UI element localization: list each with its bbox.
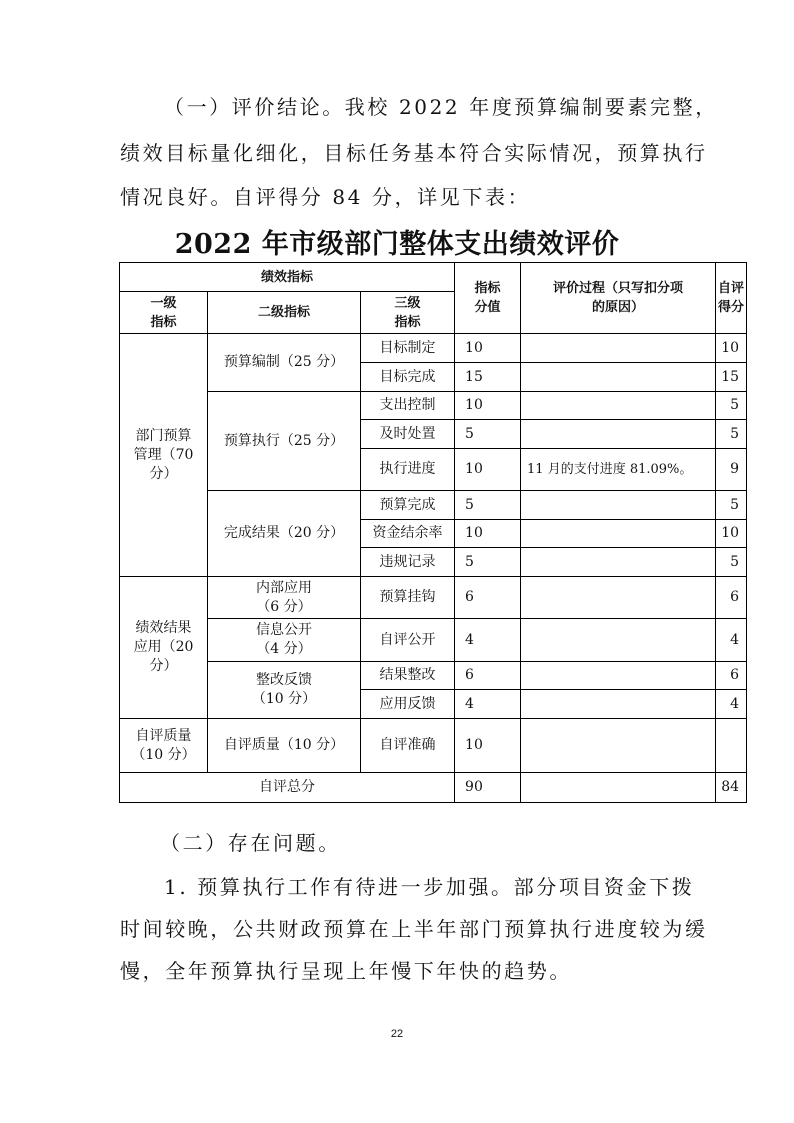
intro-line-2: 绩效目标量化细化，目标任务基本符合实际情况，预算执行	[120, 141, 708, 165]
row-l3: 执行进度	[361, 449, 455, 491]
table-row	[120, 619, 747, 662]
header-level-2: 二级指标	[208, 292, 361, 334]
row-process	[521, 619, 716, 662]
table-row	[120, 719, 747, 773]
row-l3: 预算挂钩	[361, 577, 455, 619]
secondary-internal-use: 内部应用 （6 分）	[208, 577, 361, 619]
table-title: 2022 年市级部门整体支出绩效评价	[174, 229, 620, 260]
table-row	[120, 662, 747, 690]
header-evaluation-process: 评价过程（只写扣分项 的原因）	[521, 263, 716, 334]
row-score: 6	[455, 577, 521, 619]
row-self-score	[716, 719, 747, 773]
total-process	[521, 773, 716, 803]
secondary-completion-result: 完成结果（20 分）	[208, 491, 361, 577]
header-self-score: 自评 得分	[716, 263, 747, 334]
row-score: 15	[455, 363, 521, 392]
row-l3: 自评准确	[361, 719, 455, 773]
row-l3: 结果整改	[361, 662, 455, 690]
row-process	[521, 520, 716, 548]
secondary-info-disclosure: 信息公开 （4 分）	[208, 619, 361, 662]
row-self-score: 5	[716, 548, 747, 577]
table-row	[120, 577, 747, 619]
section2-line-2: 时间较晚，公共财政预算在上半年部门预算执行进度较为缓	[120, 917, 708, 941]
page-number: 22	[390, 1028, 404, 1040]
row-process	[521, 548, 716, 577]
row-l3: 及时处置	[361, 420, 455, 449]
row-score: 10	[455, 334, 521, 363]
row-self-score: 5	[716, 420, 747, 449]
section2-line-3: 慢，全年预算执行呈现上年慢下年快的趋势。	[120, 959, 572, 983]
row-self-score: 15	[716, 363, 747, 392]
table-row	[120, 392, 747, 420]
row-l3: 违规记录	[361, 548, 455, 577]
secondary-budget-compile: 预算编制（25 分）	[208, 334, 361, 392]
group-budget-management: 部门预算 管理（70 分）	[120, 334, 208, 577]
row-process	[521, 577, 716, 619]
row-process	[521, 363, 716, 392]
row-process	[521, 420, 716, 449]
header-performance-indicator: 绩效指标	[120, 263, 455, 292]
row-self-score: 6	[716, 577, 747, 619]
row-score: 6	[455, 662, 521, 690]
group-self-eval-quality: 自评质量 （10 分）	[120, 719, 208, 773]
secondary-rectify-feedback: 整改反馈 （10 分）	[208, 662, 361, 719]
header-indicator-score: 指标 分值	[455, 263, 521, 334]
row-score: 10	[455, 392, 521, 420]
total-row	[120, 773, 747, 803]
group-result-application: 绩效结果 应用（20 分）	[120, 577, 208, 719]
row-l3: 资金结余率	[361, 520, 455, 548]
secondary-budget-exec: 预算执行（25 分）	[208, 392, 361, 491]
row-l3: 目标完成	[361, 363, 455, 392]
row-self-score: 5	[716, 491, 747, 520]
section2-heading: （二）存在问题。	[160, 831, 341, 855]
row-self-score: 9	[716, 449, 747, 491]
row-l3: 预算完成	[361, 491, 455, 520]
row-self-score: 10	[716, 334, 747, 363]
row-l3: 支出控制	[361, 392, 455, 420]
row-self-score: 4	[716, 690, 747, 719]
table-header-row	[120, 263, 747, 292]
row-score: 10	[455, 719, 521, 773]
row-score: 10	[455, 520, 521, 548]
section2-line-1: 1. 预算执行工作有待进一步加强。部分项目资金下拨	[164, 875, 695, 899]
intro-line-1: （一）评价结论。我校 2022 年度预算编制要素完整，	[164, 95, 718, 119]
row-l3: 目标制定	[361, 334, 455, 363]
total-score: 90	[455, 773, 521, 803]
row-score: 4	[455, 690, 521, 719]
intro-line-3: 情况良好。自评得分 84 分，详见下表：	[120, 185, 531, 209]
total-self-score: 84	[716, 773, 747, 803]
table-row	[120, 334, 747, 363]
secondary-self-eval-quality: 自评质量（10 分）	[208, 719, 361, 773]
row-process	[521, 491, 716, 520]
header-level-3: 三级 指标	[361, 292, 455, 334]
table-row	[120, 491, 747, 520]
row-self-score: 6	[716, 662, 747, 690]
performance-table	[119, 262, 747, 803]
row-score: 5	[455, 548, 521, 577]
row-l3: 应用反馈	[361, 690, 455, 719]
row-process	[521, 662, 716, 690]
row-process	[521, 334, 716, 363]
row-l3: 自评公开	[361, 619, 455, 662]
row-score: 5	[455, 491, 521, 520]
total-label: 自评总分	[120, 773, 455, 803]
header-level-1: 一级 指标	[120, 292, 208, 334]
row-score: 4	[455, 619, 521, 662]
row-self-score: 10	[716, 520, 747, 548]
row-score: 10	[455, 449, 521, 491]
row-process: 11 月的支付进度 81.09%。	[521, 449, 716, 491]
row-self-score: 5	[716, 392, 747, 420]
row-process	[521, 690, 716, 719]
row-self-score: 4	[716, 619, 747, 662]
row-process	[521, 719, 716, 773]
row-score: 5	[455, 420, 521, 449]
row-process	[521, 392, 716, 420]
